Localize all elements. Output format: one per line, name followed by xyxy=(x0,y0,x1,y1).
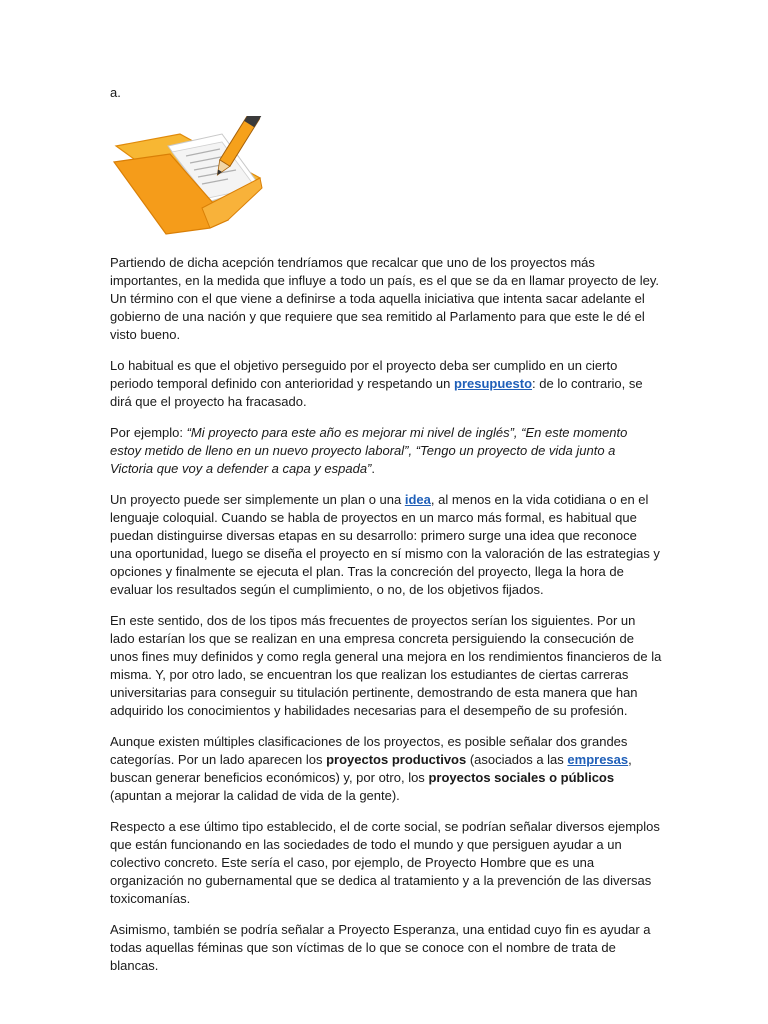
paragraph-2 xyxy=(110,357,662,411)
list-marker: a. xyxy=(110,85,121,100)
paragraph-6-text-d: (apuntan a mejorar la calidad de vida de la gente). xyxy=(110,788,400,803)
paragraph-3-quotes: “Mi proyecto para este año es mejorar mi nivel de inglés”, “En este momento estoy metido de lleno en un nuevo proyecto laboral”, “Tengo un proyecto de vida junto a Victoria que voy a defender a capa y espada” xyxy=(110,425,628,476)
paragraph-5: En este sentido, dos de los tipos más frecuentes de proyectos serían los siguientes. Por un lado estarían los que se realizan en una empresa concreta persiguiendo la consecución de unos fines muy definidos y como regla general una mejora en los rendimientos financieros de la misma. Y, por otro lado, se encuentran los que realizan los estudiantes de ciertas carreras universitarias para conseguir su titulación pertinente, demostrando de esta manera que han adquirido los conocimientos y habilidades necesarias para el desempeño de su profesión. xyxy=(110,613,662,718)
paragraph-6-text-b: (asociados a las xyxy=(466,752,568,767)
paragraph-6-text-c: , buscan generar beneficios económicos) y, por otro, los xyxy=(110,752,632,785)
link-empresas[interactable]: empresas xyxy=(567,752,629,767)
paragraph-6 xyxy=(110,733,662,805)
paragraph-6-text-a: Aunque existen múltiples clasificaciones de los proyectos, es posible señalar dos grandes categorías. Por un lado aparecen los xyxy=(110,734,628,767)
link-idea[interactable]: idea xyxy=(404,492,431,507)
proyectos-productivos-term: proyectos productivos xyxy=(326,752,467,767)
paragraph-1: Partiendo de dicha acepción tendríamos que recalcar que uno de los proyectos más importantes, en la medida que influye a todo un país, es el que se da en llamar proyecto de ley. Un término con el que viene a definirse a toda aquella iniciativa que intenta sacar adelante el gobierno de una nación y que requiere que sea remitido al Parlamento para que este le dé el visto bueno. xyxy=(110,255,659,342)
paragraph-4-text-b: , al menos en la vida cotidiana o en el lenguaje coloquial. Cuando se habla de proyectos en un marco más formal, es habitual que puedan distinguirse diversas etapas en su desarrollo: primero surge una idea que reconoce una oportunidad, luego se diseña el proyecto en sí mismo con la valoración de las estrategias y opciones y finalmente se ejecuta el plan. Tras la concreción del proyecto, llega la hora de evaluar los resultados según el cumplimiento, o no, de los objetivos fijados. xyxy=(110,492,660,597)
paragraph-2-text-b: : de lo contrario, se dirá que el proyecto ha fracasado. xyxy=(110,376,643,409)
document-page xyxy=(110,84,662,988)
paragraph-3-text-a: Por ejemplo: xyxy=(110,425,187,440)
paragraph-4 xyxy=(110,491,662,599)
paragraph-7: Respecto a ese último tipo establecido, el de corte social, se podrían señalar diversos ejemplos que están funcionando en las sociedades de todo el mundo y que persiguen ayudar a un colectivo concreto. Este sería el caso, por ejemplo, de Proyecto Hombre que es una organización no gubernamental que se dedica al tratamiento y a la prevención de las diversas toxicomanías. xyxy=(110,819,660,906)
link-presupuesto[interactable]: presupuesto xyxy=(454,376,533,391)
folder-with-pencil-icon xyxy=(110,116,270,246)
paragraph-4-text-a: Un proyecto puede ser simplemente un plan o una xyxy=(110,492,405,507)
paragraph-3-text-b: . xyxy=(371,461,376,476)
paragraph-8: Asimismo, también se podría señalar a Proyecto Esperanza, una entidad cuyo fin es ayudar a todas aquellas féminas que son víctimas de lo que se conoce con el nombre de trata de blancas. xyxy=(110,922,651,973)
paragraph-3 xyxy=(110,424,662,478)
proyectos-sociales-term: proyectos sociales o públicos xyxy=(428,770,615,785)
paragraph-2-text-a: Lo habitual es que el objetivo perseguido por el proyecto deba ser cumplido en un cierto periodo temporal definido con anterioridad y respetando un xyxy=(110,358,618,391)
